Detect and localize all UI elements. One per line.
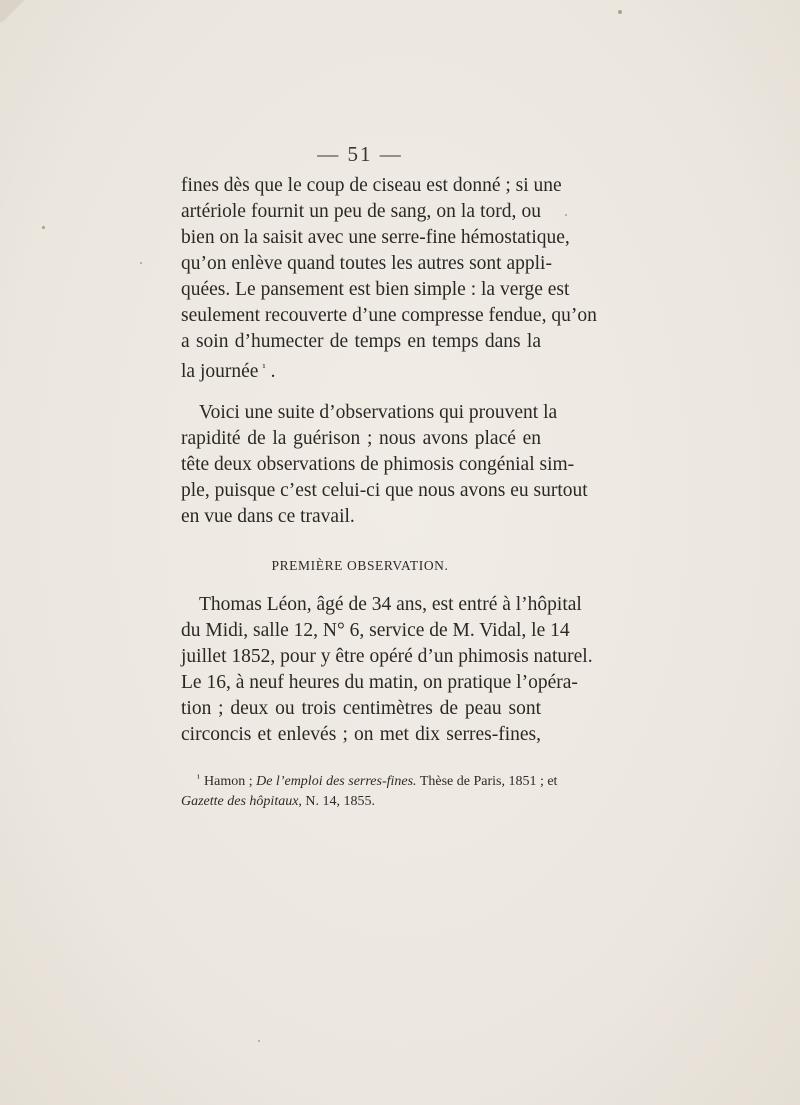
paragraph-1 [181, 173, 597, 382]
text-line: artériole fournit un peu de sang, on la tord, ou [181, 201, 541, 222]
footnote-text: Thèse de Paris, 1851 ; et [419, 774, 558, 789]
text-line-content: la journée [181, 361, 259, 382]
footnote-author: Hamon ; [204, 774, 253, 789]
text-line: tion ; deux ou trois centimètres de peau sont [181, 698, 541, 719]
paragraph-2 [181, 400, 588, 530]
text-line: Voici une suite d’observations qui prouvent la [199, 402, 558, 423]
footnote-text: , N. 14, 1855. [298, 794, 376, 809]
page-corner-fold [0, 0, 30, 22]
paragraph-3 [181, 592, 593, 748]
text-line: Le 16, à neuf heures du matin, on pratique l’opéra- [181, 672, 578, 693]
text-line: Thomas Léon, âgé de 34 ans, est entré à l’hôpital [199, 594, 582, 615]
footnote-line [181, 792, 541, 812]
text-line: rapidité de la guérison ; nous avons placé en [181, 428, 541, 449]
text-line: qu’on enlève quand toutes les autres sont appli- [181, 253, 552, 274]
paper-speck [565, 214, 567, 216]
text-line: fines dès que le coup de ciseau est donné ; si une [181, 175, 562, 196]
footnote-marker: ¹ [197, 773, 200, 784]
text-line: en vue dans ce travail. [181, 506, 355, 527]
text-line: quées. Le pansement est bien simple : la verge est [181, 279, 570, 300]
footnote [181, 769, 558, 812]
text-line: du Midi, salle 12, N° 6, service de M. Vidal, le 14 [181, 620, 570, 641]
section-heading: PREMIÈRE OBSERVATION. [271, 558, 449, 573]
text-line: tête deux observations de phimosis congénial sim- [181, 454, 575, 475]
footnote-line [181, 769, 558, 792]
text-line: la journée $^{^1}$ . [181, 361, 276, 382]
paper-speck [258, 1040, 260, 1042]
text-line: seulement recouverte d’une compresse fendue, qu’on [181, 305, 597, 326]
paper-speck [140, 262, 142, 264]
footnote-title: De l’emploi des serres-fines. [256, 774, 417, 789]
text-line: circoncis et enlevés ; on met dix serres-fines, [181, 724, 541, 745]
text-line: juillet 1852, pour y être opéré d’un phimosis naturel. [181, 646, 593, 667]
paper-speck [42, 226, 45, 229]
page-number: — 51 — [317, 142, 403, 166]
text-line: a soin d’humecter de temps en temps dans la [181, 331, 541, 352]
text-line: ple, puisque c’est celui-ci que nous avons eu surtout [181, 480, 588, 501]
footnote-reference: ¹ [262, 362, 266, 374]
footnote-journal: Gazette des hôpitaux [181, 794, 299, 809]
paper-speck [618, 10, 622, 14]
text-line: bien on la saisit avec une serre-fine hémostatique, [181, 227, 570, 248]
